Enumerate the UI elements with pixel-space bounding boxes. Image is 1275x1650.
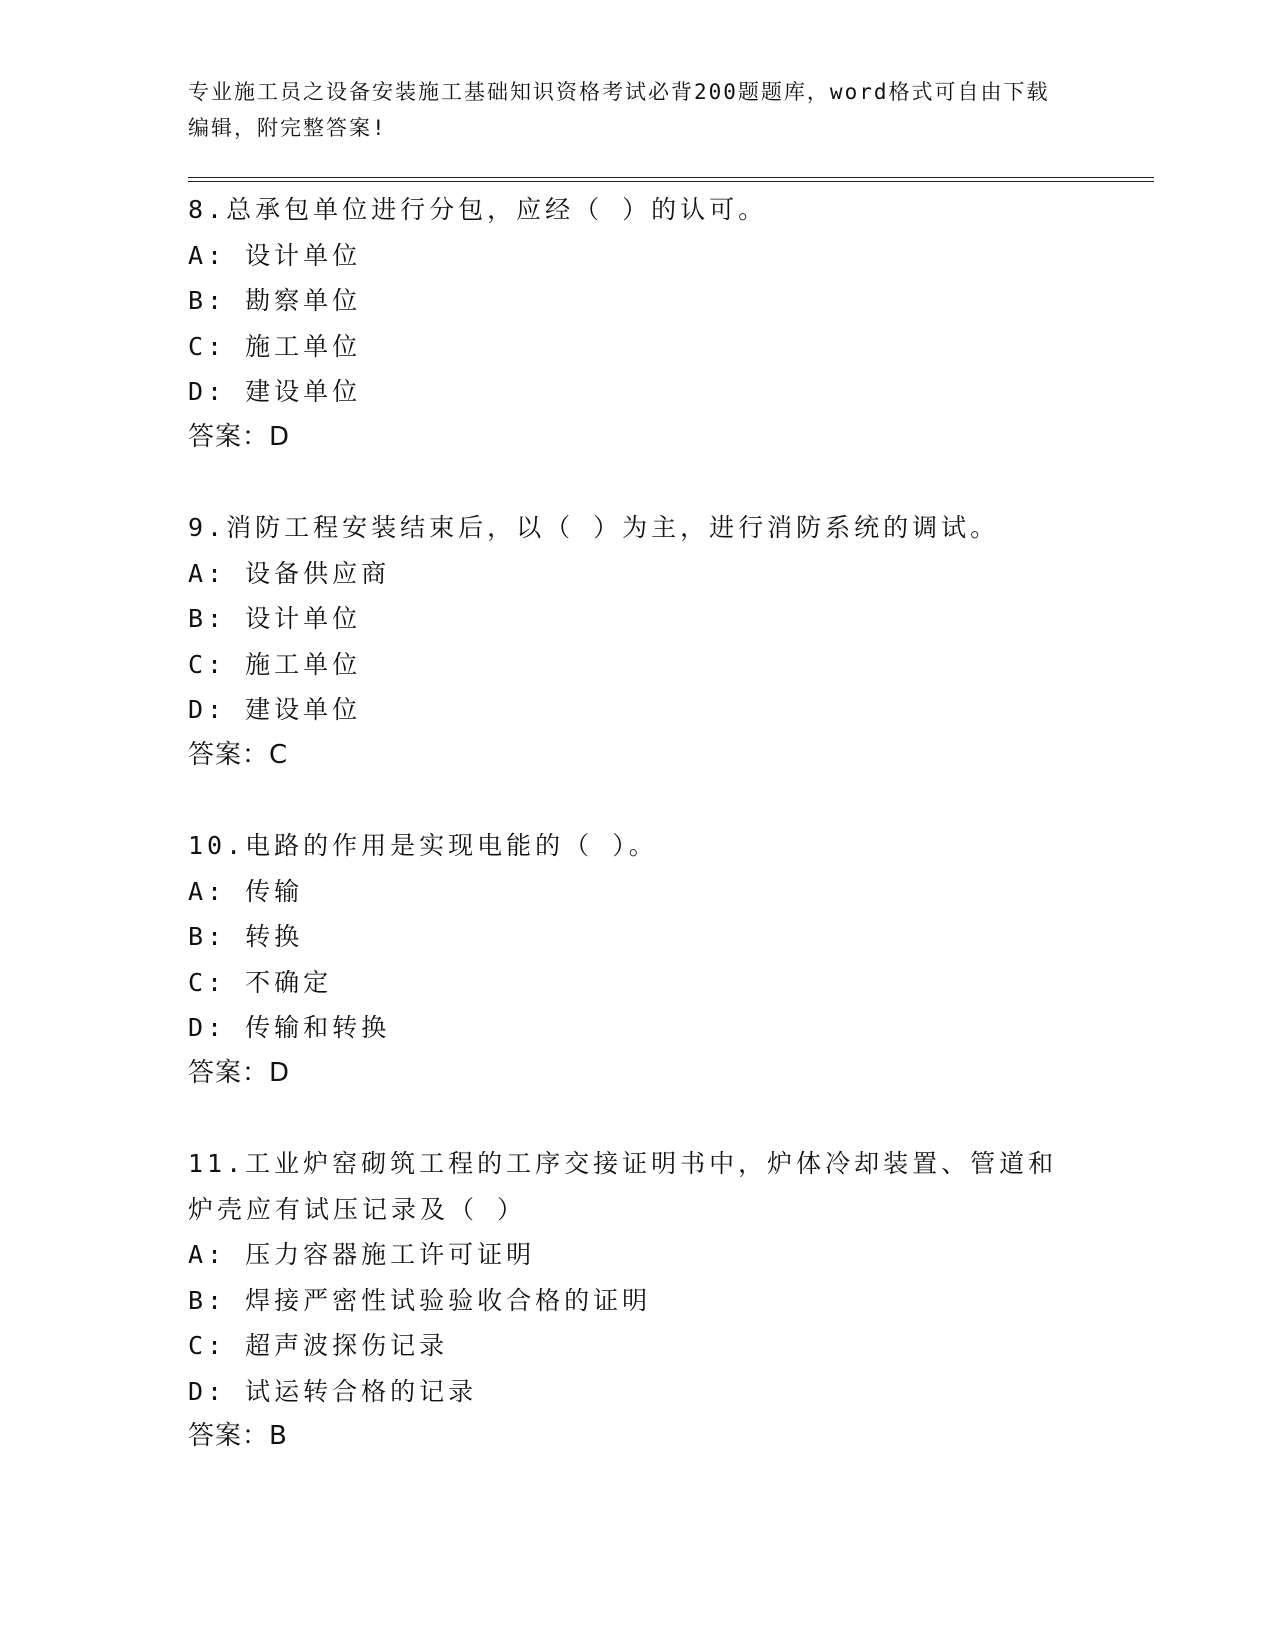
question-title: 10.电路的作用是实现电能的（ ）。 [188,831,658,860]
option-b: B: 勘察单位 [188,286,362,315]
question-block [188,505,1088,778]
question-title: 8.总承包单位进行分包，应经（ ）的认可。 [188,195,768,224]
answer-line: 答案：C [188,739,289,770]
header-divider-bottom [188,181,1154,182]
option-b: B: 焊接严密性试验验收合格的证明 [188,1285,652,1315]
option-c: C: 超声波探伤记录 [188,1331,449,1360]
option-b: B: 设计单位 [188,604,362,633]
option-a: A: 设计单位 [188,240,362,270]
answer-line: 答案：B [188,1421,288,1451]
question-block [188,1141,1088,1460]
question-block [188,187,1088,460]
question-title: 9.消防工程安装结束后，以（ ）为主，进行消防系统的调试。 [188,513,1000,542]
option-c: C: 施工单位 [188,331,362,361]
option-d: D: 试运转合格的记录 [188,1376,478,1406]
header-divider-top [188,177,1154,178]
document-header: 专业施工员之设备安装施工基础知识资格考试必背200题题库，word格式可自由下载编辑，附完整答案! [188,80,1050,140]
option-c: C: 不确定 [188,967,333,997]
option-d: D: 传输和转换 [188,1013,391,1042]
option-d: D: 建设单位 [188,377,362,406]
option-a: A: 传输 [188,876,304,906]
option-d: D: 建设单位 [188,695,362,724]
question-title: 11.工业炉窑砌筑工程的工序交接证明书中，炉体冷却装置、管道和炉壳应有试压记录及（ ） [188,1149,1058,1224]
option-b: B: 转换 [188,922,304,951]
answer-line: 答案：D [188,421,291,452]
question-block [188,823,1088,1096]
option-a: A: 压力容器施工许可证明 [188,1240,536,1269]
answer-line: 答案：D [188,1057,291,1088]
option-c: C: 施工单位 [188,649,362,679]
option-a: A: 设备供应商 [188,558,391,588]
